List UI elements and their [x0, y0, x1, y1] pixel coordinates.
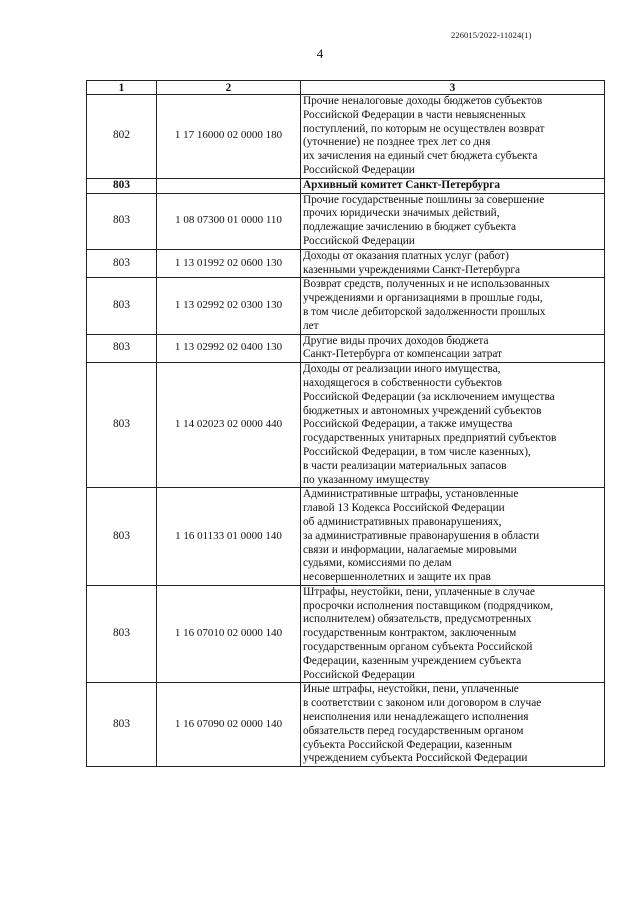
description-line: государственным органом субъекта Российской — [303, 641, 533, 654]
admin-code-cell: 803 — [87, 278, 157, 334]
description-line: в том числе дебиторской задолженности прошлых — [303, 305, 546, 318]
table-row — [87, 193, 605, 249]
description-line: неисполнения или ненадлежащего исполнения — [303, 711, 529, 724]
description-line: главой 13 Кодекса Российской Федерации — [303, 502, 505, 515]
admin-code-cell: 803 — [87, 178, 157, 193]
description-line: Российской Федерации, в том числе казенных), — [303, 445, 531, 458]
description-line: Возврат средств, полученных и не использованных — [303, 278, 550, 291]
description-line: Российской Федерации — [303, 163, 415, 176]
description-line: прочих юридически значимых действий, — [303, 207, 500, 220]
revenue-code-cell: 1 13 02992 02 0300 130 — [157, 278, 301, 334]
description-line: Штрафы, неустойки, пени, уплаченные в случае — [303, 585, 535, 598]
admin-code-cell: 803 — [87, 363, 157, 488]
admin-code-cell: 803 — [87, 488, 157, 586]
revenue-code-cell: 1 16 01133 01 0000 140 — [157, 488, 301, 586]
description-cell — [301, 585, 605, 683]
description-cell — [301, 95, 605, 179]
table-row — [87, 488, 605, 586]
description-line: исполнителем) обязательств, предусмотренных — [303, 613, 532, 626]
description-line: поступлений, по которым не осуществлен возврат — [303, 122, 545, 135]
table-row — [87, 334, 605, 363]
description-cell — [301, 178, 605, 193]
description-line: Российской Федерации — [303, 668, 415, 681]
table-row — [87, 585, 605, 683]
description-cell — [301, 193, 605, 249]
description-line: связи и информации, налагаемые мировыми — [303, 543, 517, 556]
description-line: Иные штрафы, неустойки, пени, уплаченные — [303, 683, 519, 696]
description-line: бюджетных и автономных учреждений субъектов — [303, 404, 542, 417]
description-line: учреждением субъекта Российской Федерации — [303, 752, 528, 765]
revenue-code-cell: 1 14 02023 02 0000 440 — [157, 363, 301, 488]
table-row — [87, 278, 605, 334]
description-line: Административные штрафы, установленные — [303, 488, 519, 501]
description-line: находящегося в собственности субъектов — [303, 376, 503, 389]
description-line: государственных унитарных предприятий субъектов — [303, 432, 557, 445]
description-line: об административных правонарушениях, — [303, 515, 502, 528]
table-row — [87, 95, 605, 179]
description-line: Доходы от оказания платных услуг (работ) — [303, 249, 509, 262]
table-row — [87, 249, 605, 278]
column-header-2: 2 — [157, 81, 301, 95]
description-cell — [301, 683, 605, 767]
description-line: казенными учреждениями Санкт-Петербурга — [303, 263, 521, 276]
description-line: Прочие государственные пошлины за совершение — [303, 193, 545, 206]
table-row — [87, 363, 605, 488]
description-line: за административные правонарушения в области — [303, 529, 540, 542]
admin-code-cell: 802 — [87, 95, 157, 179]
admin-code-cell: 803 — [87, 193, 157, 249]
revenue-code-cell: 1 13 02992 02 0400 130 — [157, 334, 301, 363]
description-line: просрочки исполнения поставщиком (подрядчиком, — [303, 599, 554, 612]
description-line: Санкт-Петербурга от компенсации затрат — [303, 348, 503, 361]
revenue-code-cell: 1 16 07010 02 0000 140 — [157, 585, 301, 683]
description-line: судьями, комиссиями по делам — [303, 557, 452, 570]
description-line: в соответствии с законом или договором в случае — [303, 697, 542, 710]
revenue-code-cell — [157, 178, 301, 193]
page-number: 4 — [316, 46, 324, 61]
description-cell — [301, 334, 605, 363]
revenue-code-cell: 1 08 07300 01 0000 110 — [157, 193, 301, 249]
description-line: (уточнение) не позднее трех лет со дня — [303, 136, 491, 149]
description-line: Прочие неналоговые доходы бюджетов субъектов — [303, 95, 543, 107]
description-line: Российской Федерации (за исключением имущества — [303, 390, 555, 403]
description-line: Архивный комитет Санкт-Петербурга — [303, 178, 501, 191]
revenue-code-cell: 1 16 07090 02 0000 140 — [157, 683, 301, 767]
description-cell — [301, 249, 605, 278]
table-row — [87, 178, 605, 193]
description-line: Российской Федерации — [303, 234, 415, 247]
description-line: лет — [303, 319, 319, 332]
description-line: по указанному имуществу — [303, 473, 430, 486]
description-line: Доходы от реализации иного имущества, — [303, 363, 501, 376]
description-line: субъекта Российской Федерации, казенным — [303, 738, 513, 751]
revenue-codes-table — [86, 80, 605, 767]
description-line: Российской Федерации, а также имущества — [303, 418, 513, 431]
description-line: несовершеннолетних и защите их прав — [303, 571, 491, 584]
description-line: подлежащие зачислению в бюджет субъекта — [303, 221, 517, 234]
revenue-code-cell: 1 13 01992 02 0600 130 — [157, 249, 301, 278]
column-header-3: 3 — [301, 81, 605, 95]
table-header-row — [87, 81, 605, 95]
description-line: Федерации, казенным учреждением субъекта — [303, 654, 522, 667]
description-line: Российской Федерации в части невыясненных — [303, 108, 526, 121]
description-cell — [301, 278, 605, 334]
table-row — [87, 683, 605, 767]
description-line: учреждениями и организациями в прошлые годы, — [303, 292, 543, 305]
description-line: их зачисления на единый счет бюджета субъекта — [303, 150, 538, 163]
description-cell — [301, 363, 605, 488]
column-header-1: 1 — [87, 81, 157, 95]
admin-code-cell: 803 — [87, 249, 157, 278]
description-line: Другие виды прочих доходов бюджета — [303, 334, 489, 347]
document-number: 226015/2022-11024(1) — [451, 30, 532, 40]
description-line: государственным контрактом, заключенным — [303, 627, 517, 640]
description-line: обязательств перед государственным органом — [303, 724, 524, 737]
admin-code-cell: 803 — [87, 334, 157, 363]
admin-code-cell: 803 — [87, 585, 157, 683]
admin-code-cell: 803 — [87, 683, 157, 767]
description-line: в части реализации материальных запасов — [303, 459, 507, 472]
description-cell — [301, 488, 605, 586]
revenue-code-cell: 1 17 16000 02 0000 180 — [157, 95, 301, 179]
